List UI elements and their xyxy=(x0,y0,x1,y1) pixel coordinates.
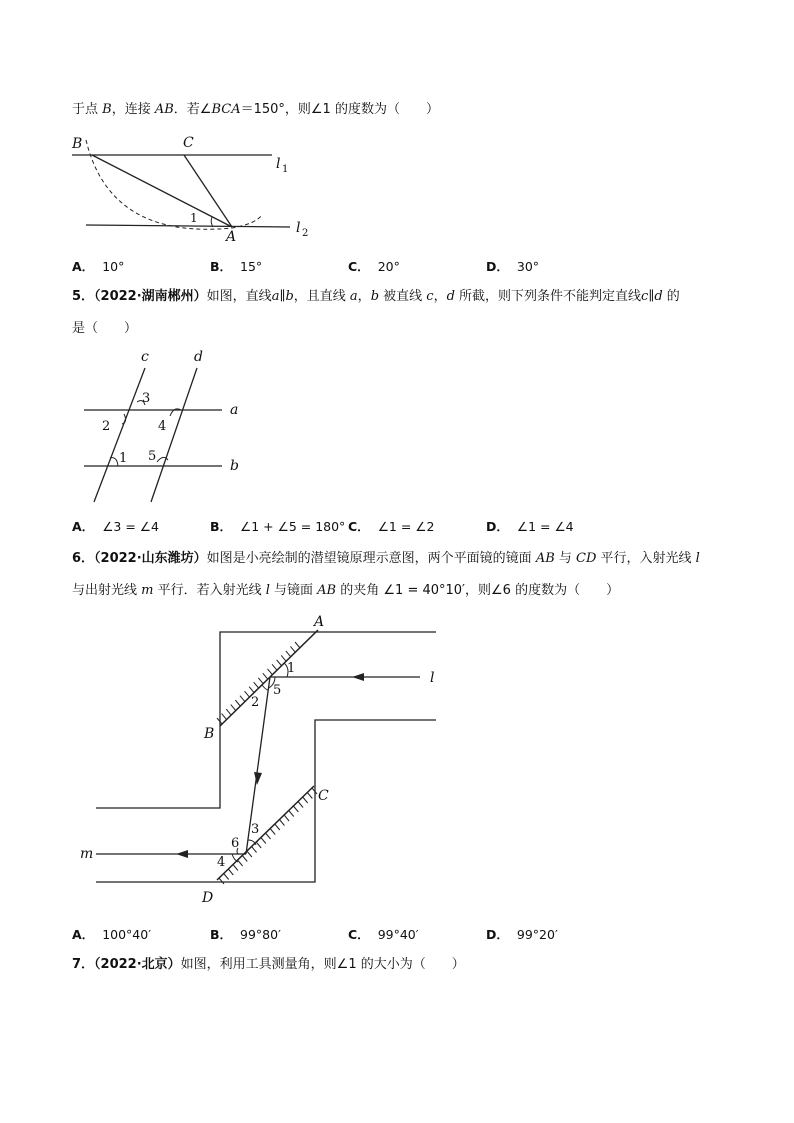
arrow-l xyxy=(352,673,364,681)
q4-text: AB xyxy=(154,102,174,117)
label-l2-sub: 2 xyxy=(302,228,309,239)
option-label: D． xyxy=(486,519,509,534)
hatch-mark xyxy=(228,869,233,875)
label-b: B xyxy=(204,726,215,742)
q6-text: 与出射光线 xyxy=(72,583,142,598)
q5-number: 5． xyxy=(72,289,95,304)
q5-source: （2022·湖南郴州） xyxy=(94,289,207,304)
q6-text: 平行．若入射光线 xyxy=(153,583,266,598)
q6-text: 平行，入射光线 xyxy=(596,551,696,566)
option-text: ∠1 + ∠5 = 180° xyxy=(240,519,346,534)
hatch-mark xyxy=(279,820,284,826)
hatch-mark xyxy=(219,878,224,884)
q6-option-b[interactable] xyxy=(210,926,281,944)
hatch-mark xyxy=(238,860,243,866)
hatch-mark xyxy=(222,714,227,720)
option-label: A． xyxy=(72,927,95,942)
q7-number: 7． xyxy=(72,957,95,972)
q5-text: a∥b xyxy=(271,289,294,304)
angle6-label: 6 xyxy=(231,836,240,851)
option-text: 99°80′ xyxy=(240,927,281,942)
hatch-mark xyxy=(235,700,240,706)
label-l1: l xyxy=(276,156,281,172)
q5-text: 被直线 xyxy=(379,289,427,304)
option-label: C． xyxy=(348,927,370,942)
label-d: D xyxy=(202,890,214,906)
hatch-mark xyxy=(245,691,250,697)
q5-text: ， xyxy=(357,289,371,304)
option-label: D． xyxy=(486,927,509,942)
hatch-mark xyxy=(270,829,275,835)
hatch-mark xyxy=(242,856,247,862)
hatch-mark xyxy=(258,678,263,684)
label-l2: l xyxy=(296,220,301,236)
q6-number: 6． xyxy=(72,551,95,566)
label-d: d xyxy=(194,349,203,365)
q6-text: 与 xyxy=(554,551,577,566)
label-m: m xyxy=(80,846,94,862)
q6-text: 如图是小亮绘制的潜望镜原理示意图，两个平面镜的镜面 xyxy=(206,551,536,566)
q5-text: ，且直线 xyxy=(293,289,350,304)
hatch-mark xyxy=(298,802,303,808)
option-label: C． xyxy=(348,519,370,534)
q5-text: c∥d xyxy=(641,289,663,304)
hatch-mark xyxy=(286,651,291,657)
angle4-label: 4 xyxy=(158,419,167,434)
arrow-m xyxy=(176,850,188,858)
angle1-label: 1 xyxy=(190,211,198,225)
hatch-mark xyxy=(284,815,289,821)
mirror-ab-hatching xyxy=(217,642,300,724)
label-a: A xyxy=(226,229,237,245)
q6-text: l xyxy=(695,551,700,566)
q5-text: a xyxy=(349,289,358,304)
hatch-mark xyxy=(272,664,277,670)
option-text: 20° xyxy=(377,259,400,274)
option-text: ∠3 = ∠4 xyxy=(102,519,159,534)
label-c: c xyxy=(141,349,149,365)
hatch-mark xyxy=(266,833,271,839)
hatch-mark xyxy=(256,842,261,848)
angle4-label: 4 xyxy=(217,855,226,870)
hatch-mark xyxy=(233,865,238,871)
option-text: ∠1 = ∠2 xyxy=(377,519,435,534)
periscope-lower-wall xyxy=(96,720,436,882)
mirror-ab xyxy=(220,630,318,726)
q6-text: 的夹角 ∠1 = 40°10′，则∠6 的度数为（ ） xyxy=(336,583,620,598)
label-a: A xyxy=(314,614,325,630)
q4-text: B xyxy=(102,102,112,117)
hatch-mark xyxy=(263,673,268,679)
q7-text: 如图，利用工具测量角，则∠1 的大小为（ ） xyxy=(180,957,465,972)
q4-text: ＝150°，则∠1 的度数为（ ） xyxy=(240,102,439,117)
hatch-mark xyxy=(275,824,280,830)
q4-text: 于点 xyxy=(72,102,103,117)
hatch-mark xyxy=(249,687,254,693)
angle1-label: 1 xyxy=(287,661,296,676)
hatch-mark xyxy=(267,669,272,675)
hatch-mark xyxy=(226,709,231,715)
q5-text: c xyxy=(426,289,434,304)
label-c: C xyxy=(318,788,329,804)
hatch-mark xyxy=(290,646,295,652)
q6-option-a[interactable] xyxy=(72,926,151,944)
hatch-mark xyxy=(224,874,229,880)
q7-source: （2022·北京） xyxy=(94,957,181,972)
option-text: 30° xyxy=(516,259,540,274)
option-label: D． xyxy=(486,259,509,274)
option-label: B． xyxy=(210,259,233,274)
q6-text: AB xyxy=(317,583,337,598)
hatch-mark xyxy=(240,696,245,702)
angle2-label: 2 xyxy=(102,419,111,434)
option-text: 100°40′ xyxy=(102,927,152,942)
angle2-arc xyxy=(262,685,268,690)
angle5-label: 5 xyxy=(273,683,282,698)
q6-text: m xyxy=(141,583,154,598)
hatch-mark xyxy=(247,851,252,857)
label-l: l xyxy=(430,670,435,686)
label-l1-sub: 1 xyxy=(282,164,289,175)
q5-text: 是（ ） xyxy=(72,321,138,336)
option-label: B． xyxy=(210,519,233,534)
q6-source: （2022·山东潍坊） xyxy=(94,551,207,566)
option-label: A． xyxy=(72,259,95,274)
hatch-mark xyxy=(254,682,259,688)
label-b: b xyxy=(230,458,239,474)
q4-text: BCA xyxy=(211,102,241,117)
hatch-mark xyxy=(281,655,286,661)
q4-text: ．若∠ xyxy=(173,102,212,117)
option-label: C． xyxy=(348,259,370,274)
hatch-mark xyxy=(307,793,312,799)
q5-text: d xyxy=(446,289,455,304)
q4-text: ，连接 xyxy=(111,102,155,117)
option-label: B． xyxy=(210,927,233,942)
hatch-mark xyxy=(295,642,300,648)
q6-text: 与镜面 xyxy=(269,583,318,598)
label-a: a xyxy=(230,402,239,418)
angle3-label: 3 xyxy=(142,391,151,406)
hatch-mark xyxy=(231,705,236,711)
q6-option-c[interactable] xyxy=(348,926,419,944)
hatch-mark xyxy=(261,838,266,844)
q5-text: 所截，则下列条件不能判定直线 xyxy=(454,289,642,304)
q5-text: b xyxy=(370,289,380,304)
option-label: A． xyxy=(72,519,95,534)
hatch-mark xyxy=(303,797,308,803)
q5-text: ， xyxy=(433,289,447,304)
angle1-label: 1 xyxy=(119,451,128,466)
option-text: ∠1 = ∠4 xyxy=(516,519,574,534)
hatch-mark xyxy=(277,660,282,666)
q6-option-d[interactable] xyxy=(486,926,558,944)
angle2-label: 2 xyxy=(251,695,260,710)
option-text: 99°20′ xyxy=(516,927,558,942)
q6-text: CD xyxy=(576,551,597,566)
label-c: C xyxy=(183,135,194,151)
hatch-mark xyxy=(252,847,257,853)
option-text: 15° xyxy=(240,259,263,274)
angle3-label: 3 xyxy=(251,822,260,837)
hatch-mark xyxy=(293,806,298,812)
hatch-mark xyxy=(289,811,294,817)
option-text: 10° xyxy=(102,259,125,274)
label-b: B xyxy=(72,136,83,152)
angle5-label: 5 xyxy=(148,449,157,464)
q6-text: AB xyxy=(535,551,555,566)
q6-text: l xyxy=(265,583,270,598)
option-text: 99°40′ xyxy=(377,927,419,942)
q7-stem-line xyxy=(72,956,465,974)
q5-text: 如图，直线 xyxy=(206,289,272,304)
q5-text: 的 xyxy=(662,289,680,304)
